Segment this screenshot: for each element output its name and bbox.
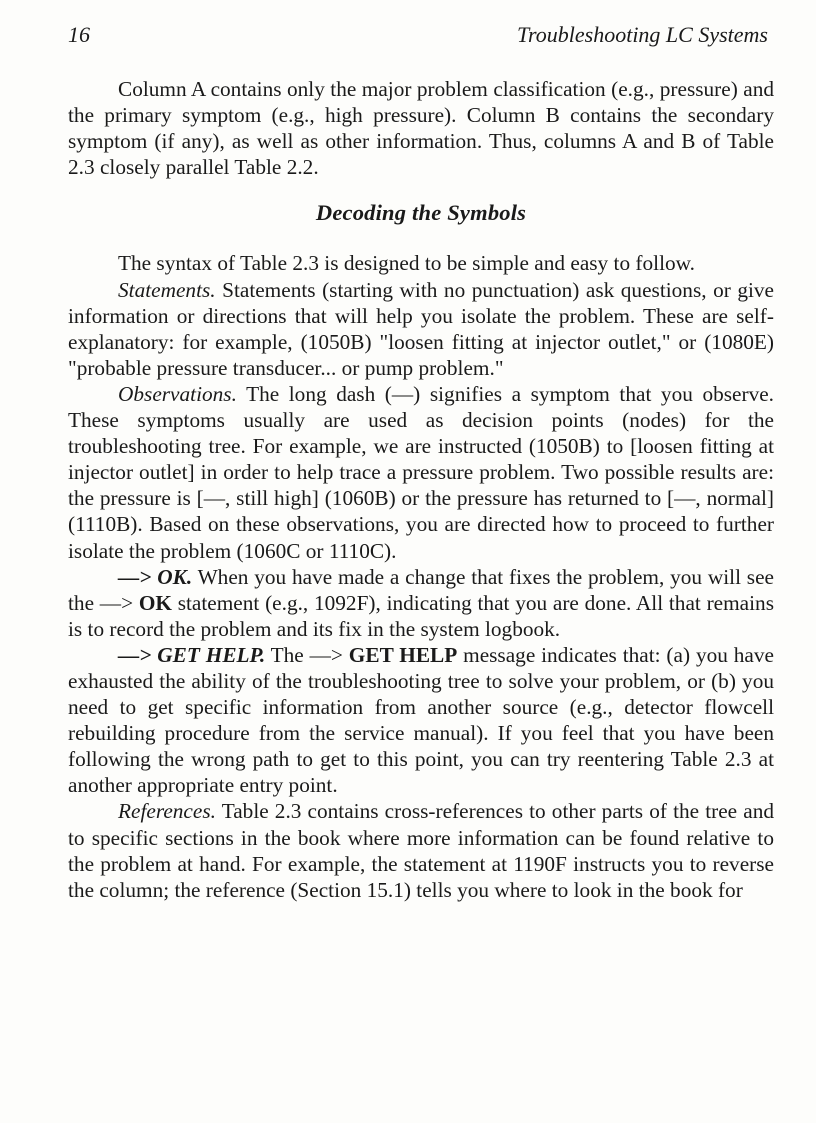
page-header bbox=[68, 22, 768, 52]
references-paragraph bbox=[68, 798, 774, 902]
references-text: Table 2.3 contains cross-references to other parts of the tree and to specific sections in the book where more information can be found relative to the problem at hand. For example, the statement at 1190F instructs you to reverse the column; the reference (Section 15.1) tells you where to look in the book for bbox=[68, 799, 774, 902]
page-body bbox=[68, 76, 774, 903]
page-number: 16 bbox=[68, 22, 90, 47]
gethelp-text-1: The —> bbox=[265, 642, 349, 667]
ok-runin-label: —> OK. bbox=[118, 564, 193, 589]
intro-paragraph: Column A contains only the major problem classification (e.g., pressure) and the primary symptom (e.g., high pressure). Column B contains the secondary symptom (if any), as well as other information. Thus, columns A and B of Table 2.3 closely parallel Table 2.2. bbox=[68, 77, 774, 180]
observations-text: The long dash (—) signifies a symptom that you observe. These symptoms usually are used as decision points (nodes) for the troubleshooting tree. For example, we are instructed (1050B) to [loosen fitting at injector outlet] in order to help trace a pressure problem. Two possible results are: the pressure is [—, still high] (1060B) or the pressure has returned to [—, normal] (1110B). Based on these observations, you are directed how to proceed to further isolate the problem (1060C or 1110C). bbox=[68, 381, 774, 563]
ok-text-2: statement (e.g., 1092F), indicating that you are done. All that remains is to record the problem and its fix in the system logbook. bbox=[68, 590, 774, 641]
ok-text-1: When you have made a change that fixes the problem, you will see the —> bbox=[68, 564, 774, 615]
gethelp-runin-label: —> GET HELP. bbox=[118, 642, 266, 667]
gethelp-text-2: message indicates that: (a) you have exhausted the ability of the troubleshooting tree to solve your problem, or (b) you need to get specific information from another source (e.g., detector flowcell rebuilding procedure from the service manual). If you feel that you have been following the wrong path to get to this point, you can try reentering Table 2.3 at another appropriate entry point. bbox=[68, 642, 774, 798]
ok-paragraph bbox=[68, 564, 774, 642]
ok-bold-term: OK bbox=[138, 590, 172, 615]
statements-paragraph bbox=[68, 277, 774, 381]
references-runin-label: References. bbox=[118, 799, 216, 824]
syntax-paragraph: The syntax of Table 2.3 is designed to be simple and easy to follow. bbox=[118, 251, 695, 276]
observations-paragraph bbox=[68, 381, 774, 564]
gethelp-paragraph bbox=[68, 642, 774, 799]
statements-runin-label: Statements. bbox=[118, 277, 216, 302]
section-heading: Decoding the Symbols bbox=[315, 200, 527, 226]
running-head: Troubleshooting LC Systems bbox=[517, 22, 768, 47]
statements-text: Statements (starting with no punctuation) ask questions, or give information or directions that will help you isolate the problem. These are self-explanatory: for example, (1050B) "loosen fitting at injector outlet," or (1080E) "probable pressure transducer... or pump problem." bbox=[68, 277, 774, 380]
observations-runin-label: Observations. bbox=[118, 381, 237, 406]
gethelp-bold-term: GET HELP bbox=[348, 642, 458, 667]
